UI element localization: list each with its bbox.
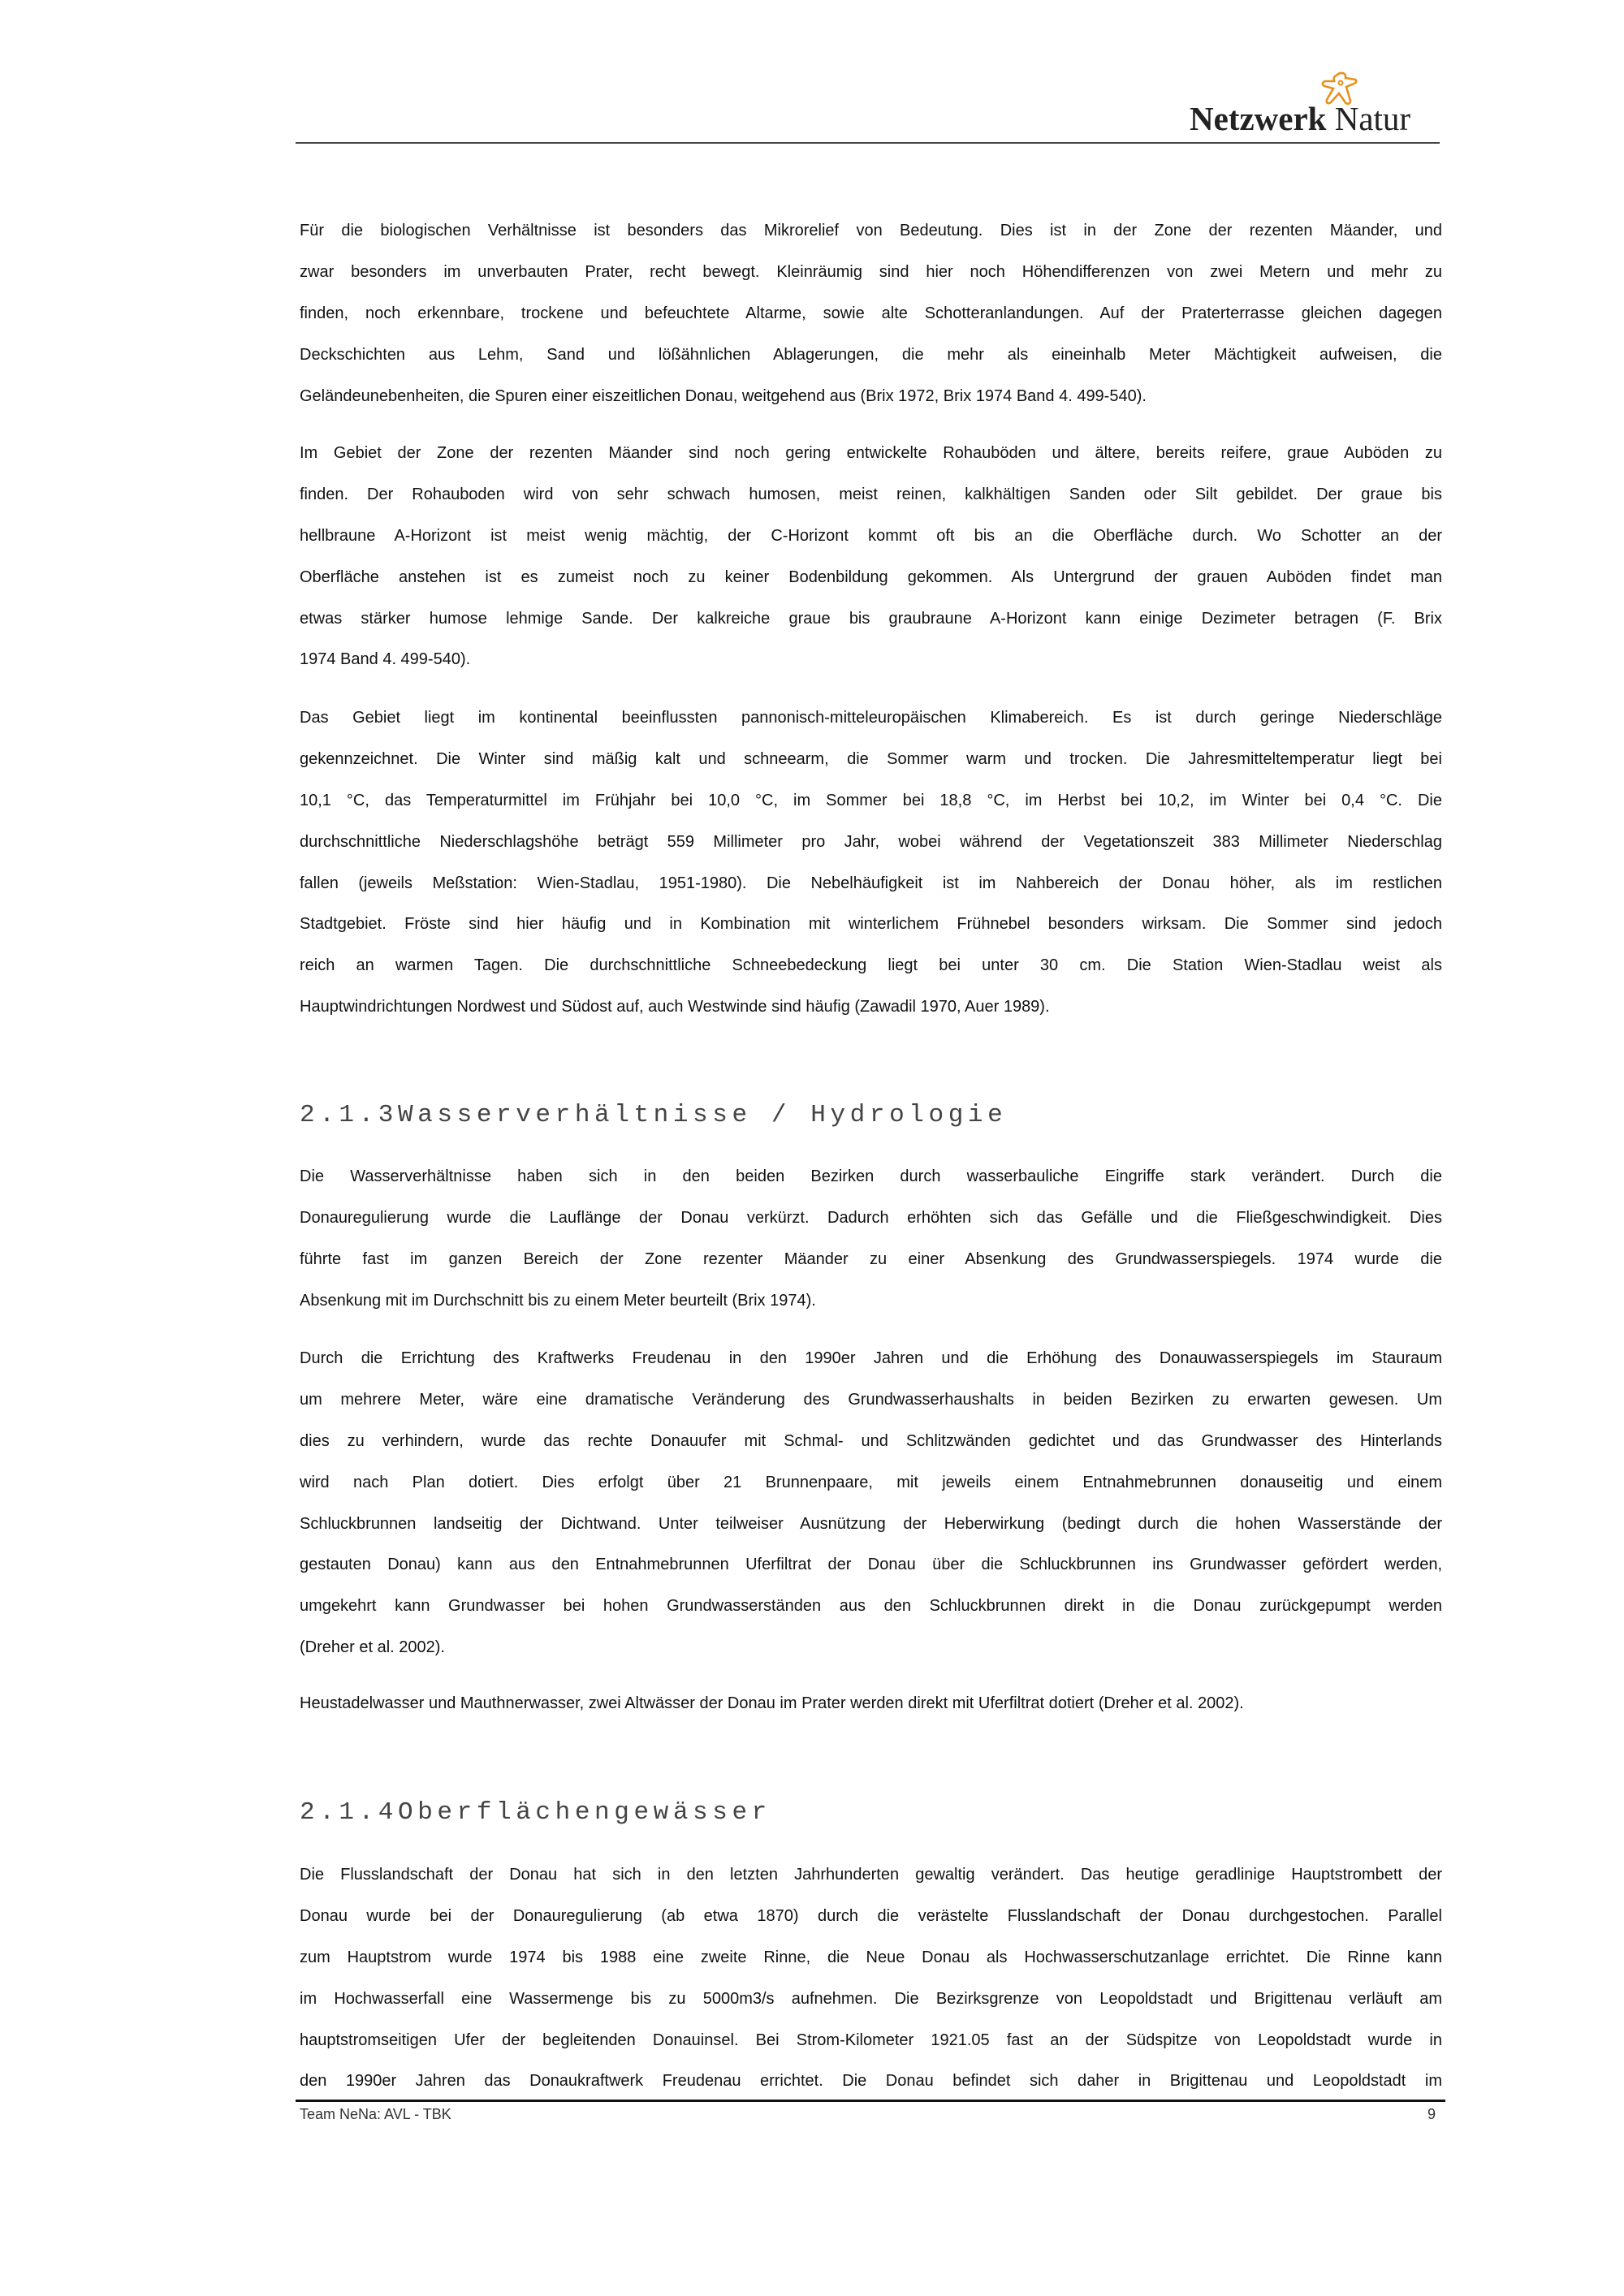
text-line: dies zu verhindern, wurde das rechte Donauufer mit Schmal- und Schlitzwänden gedichtet und das Grundwasser des Hinterlands [300,1431,1442,1450]
text-line: Das Gebiet liegt im kontinental beeinflussten pannonisch-mitteleuropäischen Klimabereich. Es ist durch geringe Niederschläge [300,709,1442,727]
text-line: um mehrere Meter, wäre eine dramatische Veränderung des Grundwasserhaushalts in beiden Bezirken zu erwarten gewesen. Um [300,1390,1442,1409]
text-line: hellbraune A-Horizont ist meist wenig mächtig, der C-Horizont kommt oft bis an die Oberfläche durch. Wo Schotter an der [300,526,1442,545]
text-line: finden, noch erkennbare, trockene und befeuchtete Altarme, sowie alte Schotteranlandungen. Auf der Praterterrasse gleichen dagegen [300,304,1442,322]
text-line: umgekehrt kann Grundwasser bei hohen Grundwasserständen aus den Schluckbrunnen direkt in die Donau zurückgepumpt werden [300,1597,1442,1616]
text-line: Absenkung mit im Durchschnitt bis zu einem Meter beurteilt (Brix 1974). [300,1291,816,1310]
paragraph-water-conditions [300,1156,1442,1322]
text-line: Oberfläche anstehen ist es zumeist noch zu keiner Bodenbildung gekommen. Als Untergrund der grauen Auböden findet man [300,568,1442,586]
text-line: finden. Der Rohauboden wird von sehr schwach humosen, meist reinen, kalkhältigen Sanden oder Silt gebildet. Der graue bis [300,485,1442,503]
section-heading-hydrology: 2.1.3Wasserverhältnisse / Hydrologie [300,1101,1008,1129]
text-line: etwas stärker humose lehmige Sande. Der kalkreiche graue bis graubraune A-Horizont kann einige Dezimeter betragen (F. Brix [300,609,1442,628]
text-line: Im Gebiet der Zone der rezenten Mäander sind noch gering entwickelte Rohauböden und ältere, bereits reifere, graue Auböden zu [300,444,1442,462]
text-line: Stadtgebiet. Fröste sind hier häufig und in Kombination mit winterlichem Frühnebel besonders wirksam. Die Sommer sind jedoch [300,915,1442,934]
text-line: hauptstromseitigen Ufer der begleitenden Donauinsel. Bei Strom-Kilometer 1921.05 fast an der Südspitze von Leopoldstadt wurde in [300,2031,1442,2049]
text-line: Donauregulierung wurde die Lauflänge der Donau verkürzt. Dadurch erhöhten sich das Gefälle und die Fließgeschwindigkeit. Dies [300,1208,1442,1227]
text-line: gestauten Donau) kann aus den Entnahmebrunnen Uferfiltrat der Donau über die Schluckbrunnen ins Grundwasser gefördert werden, [300,1556,1442,1574]
text-line: Durch die Errichtung des Kraftwerks Freudenau in den 1990er Jahren und die Erhöhung des Donauwasserspiegels im Stauraum [300,1349,1442,1367]
logo-text-regular: Natur [1334,100,1411,137]
paragraph-backwaters [300,1683,1442,1724]
text-line: zwar besonders im unverbauten Prater, recht bewegt. Kleinräumig sind hier noch Höhendifferenzen von zwei Metern und mehr zu [300,262,1442,281]
text-line: zum Hauptstrom wurde 1974 bis 1988 eine zweite Rinne, die Neue Donau als Hochwasserschutzanlage errichtet. Die Rinne kann [300,1948,1442,1966]
text-line: gekennzeichnet. Die Winter sind mäßig kalt und schneearm, die Sommer warm und trocken. Die Jahresmitteltemperatur liegt bei [300,749,1442,768]
netzwerk-natur-logo [1190,73,1433,138]
text-line: führte fast im ganzen Bereich der Zone rezenter Mäander zu einer Absenkung des Grundwasserspiegels. 1974 wurde die [300,1249,1442,1268]
text-line: Heustadelwasser und Mauthnerwasser, zwei Altwässer der Donau im Prater werden direkt mit Uferfiltrat dotiert (Dreher et al. 2002). [300,1694,1244,1712]
paragraph-climate [300,697,1442,1028]
text-line: Geländeunebenheiten, die Spuren einer eiszeitlichen Donau, weitgehend aus (Brix 1972, Brix 1974 Band 4. 499-540). [300,386,1147,405]
paragraph-river-landscape [300,1854,1442,2102]
text-line: Die Flusslandschaft der Donau hat sich in den letzten Jahrhunderten gewaltig verändert. Das heutige geradlinige Hauptstrombett der [300,1866,1442,1884]
text-line: durchschnittliche Niederschlagshöhe beträgt 559 Millimeter pro Jahr, wobei während der Vegetationszeit 383 Millimeter Niederschlag [300,832,1442,851]
text-line: Für die biologischen Verhältnisse ist besonders das Mikrorelief von Bedeutung. Dies ist in der Zone der rezenten Mäander, und [300,222,1442,240]
text-line: Schluckbrunnen landseitig der Dichtwand. Unter teilweiser Ausnützung der Heberwirkung (bedingt durch die hohen Wasserstände der [300,1514,1442,1533]
section-heading-surface-waters: 2.1.4Oberflächengewässer [300,1798,771,1827]
text-line: Die Wasserverhältnisse haben sich in den beiden Bezirken durch wasserbauliche Eingriffe stark verändert. Durch die [300,1167,1442,1185]
footer-rule [296,2100,1445,2102]
text-line: 1974 Band 4. 499-540). [300,650,471,669]
text-line: (Dreher et al. 2002). [300,1638,445,1657]
text-line: 10,1 °C, das Temperaturmittel im Frühjahr bei 10,0 °C, im Sommer bei 18,8 °C, im Herbst bei 10,2, im Winter bei 0,4 °C. Die [300,791,1442,809]
text-line: fallen (jeweils Meßstation: Wien-Stadlau, 1951-1980). Die Nebelhäufigkeit ist im Nahbereich der Donau höher, als im restlichen [300,874,1442,892]
text-line: Hauptwindrichtungen Nordwest und Südost auf, auch Westwinde sind häufig (Zawadil 1970, Auer 1989). [300,998,1050,1016]
text-line: den 1990er Jahren das Donaukraftwerk Freudenau errichtet. Die Donau befindet sich daher in Brigittenau und Leopoldstadt im [300,2072,1442,2091]
footer-team-label: Team NeNa: AVL - TBK [300,2106,451,2122]
header-rule [296,142,1440,144]
paragraph-microrelief [300,210,1442,416]
paragraph-soils [300,433,1442,680]
logo-text-bold: Netzwerk [1190,100,1327,137]
text-line: im Hochwasserfall eine Wassermenge bis zu 5000m3/s aufnehmen. Die Bezirksgrenze von Leopoldstadt und Brigittenau verläuft am [300,1989,1442,2008]
text-line: Donau wurde bei der Donauregulierung (ab etwa 1870) durch die verästelte Flusslandschaft der Donau durchgestochen. Parallel [300,1906,1442,1925]
text-line: wird nach Plan dotiert. Dies erfolgt über 21 Brunnenpaare, mit jeweils einem Entnahmebrunnen donauseitig und einem [300,1473,1442,1491]
text-line: Deckschichten aus Lehm, Sand und lößähnlichen Ablagerungen, die mehr als eineinhalb Meter Mächtigkeit aufweisen, die [300,345,1442,364]
page-number: 9 [1427,2106,1436,2122]
paragraph-power-plant [300,1338,1442,1668]
text-line: reich an warmen Tagen. Die durchschnittliche Schneebedeckung liegt bei unter 30 cm. Die Station Wien-Stadlau weist als [300,956,1442,975]
